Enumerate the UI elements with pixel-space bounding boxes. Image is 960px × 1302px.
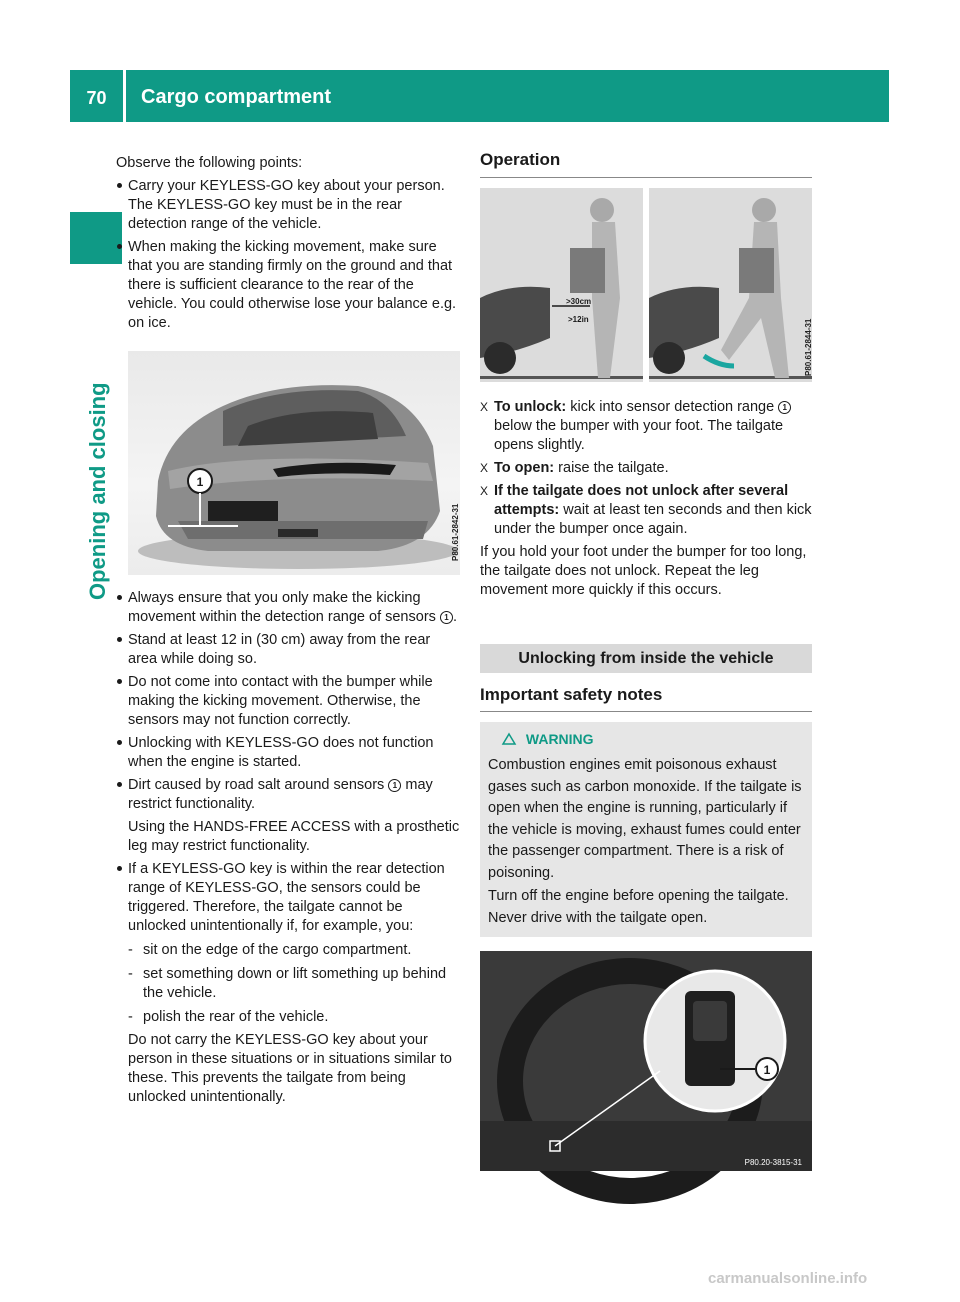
step-text-end: below the bumper with your foot. The tailgate opens slightly.	[494, 418, 784, 453]
step-label: If the tailgate does not unlock after several attempts:	[494, 483, 789, 518]
subsection-band: Unlocking from inside the vehicle	[480, 644, 812, 673]
section-title: Cargo compartment	[141, 86, 332, 108]
step-arrow-icon: X	[480, 400, 489, 414]
operation-heading: Operation	[480, 150, 812, 178]
figure-callout: 1	[196, 475, 204, 489]
bullet-text-end: may restrict functionality.	[128, 777, 433, 812]
chapter-title: Opening and closing	[85, 382, 110, 600]
step-label: To unlock:	[494, 399, 567, 415]
bullet-item: Carry your KEYLESS-GO key about your person. The KEYLESS-GO key must be in the rear detection range of the vehicle.	[116, 177, 460, 234]
kicking-illustration	[649, 188, 812, 382]
step-text: wait at least ten seconds and then kick under the bumper once again.	[494, 502, 812, 537]
page-number: 70	[86, 88, 107, 108]
dash-marker: -	[128, 1009, 133, 1025]
step-arrow-icon: X	[480, 484, 489, 498]
car-rear-illustration	[128, 351, 460, 575]
kicking-figure	[649, 188, 812, 382]
figure-callout: 1	[763, 1063, 771, 1077]
sub-item-text: set something down or lift something up behind the vehicle.	[143, 966, 447, 1001]
instruction-step	[480, 482, 812, 539]
sub-list-item	[116, 1008, 460, 1027]
step-text: raise the tailgate.	[558, 460, 669, 476]
distance-label: >30cm	[566, 297, 592, 306]
callout-marker: 1	[440, 611, 453, 624]
sub-item-text: polish the rear of the vehicle.	[143, 1009, 329, 1025]
bullet-item: Stand at least 12 in (30 cm) away from the rear area while doing so.	[116, 631, 460, 669]
sub-list-item	[116, 965, 460, 1003]
warning-text: Turn off the engine before opening the tailgate. Never drive with the tailgate open.	[488, 888, 789, 926]
bullet-text: Always ensure that you only make the kicking movement within the detection range of sensors	[128, 590, 436, 625]
warning-triangle-icon	[502, 733, 516, 745]
bullet-item	[116, 589, 460, 627]
left-column	[116, 154, 460, 1107]
dash-marker: -	[128, 942, 133, 958]
car-rear-figure	[128, 351, 460, 575]
operation-figures	[480, 188, 812, 382]
warning-header	[488, 730, 804, 749]
interior-switch-figure	[480, 951, 812, 1171]
figure-id: P80.20-3815-31	[744, 1158, 802, 1167]
sub-item-text: sit on the edge of the cargo compartment.	[143, 942, 412, 958]
dash-marker: -	[128, 966, 133, 982]
watermark: carmanualsonline.info	[708, 1270, 868, 1287]
instruction-step	[480, 398, 812, 455]
chapter-marker	[70, 212, 122, 264]
warning-box	[480, 722, 812, 937]
standing-figure	[480, 188, 643, 382]
step-arrow-icon: X	[480, 461, 489, 475]
callout-marker: 1	[388, 779, 401, 792]
distance-label: >12in	[568, 315, 589, 324]
closing-note: Do not carry the KEYLESS-GO key about your person in these situations or in situations similar to these. This prevents the tailgate from being unlocked unintentionally.	[128, 1032, 452, 1105]
step-label: To open:	[494, 460, 555, 476]
sub-list-item	[116, 941, 460, 960]
intro-text: Observe the following points:	[116, 155, 303, 171]
standing-illustration	[480, 188, 643, 382]
note-text: If you hold your foot under the bumper for too long, the tailgate does not unlock. Repeat the leg movement more quickly if this occurs.	[480, 544, 807, 598]
bullet-note: Using the HANDS-FREE ACCESS with a prosthetic leg may restrict functionality.	[128, 819, 460, 854]
instruction-step	[480, 459, 812, 478]
right-column	[480, 150, 812, 1171]
bullet-text: Dirt caused by road salt around sensors	[128, 777, 385, 793]
figure-id: P80.61-2842-31	[451, 503, 460, 561]
figure-id: P80.61-2844-31	[804, 318, 813, 376]
bullet-item: Unlocking with KEYLESS-GO does not function when the engine is started.	[116, 734, 460, 772]
interior-switch-illustration	[480, 951, 812, 1171]
step-text: kick into sensor detection range	[570, 399, 775, 415]
bullet-text-end: .	[452, 609, 457, 625]
bullet-item	[116, 776, 460, 814]
header-divider	[123, 70, 126, 122]
bullet-item: If a KEYLESS-GO key is within the rear detection range of KEYLESS-GO, the sensors could be triggered. Therefore, the tailgate cannot be unlocked unintentionally if, for example, you:	[116, 860, 460, 936]
warning-label: WARNING	[525, 731, 594, 747]
callout-marker: 1	[778, 401, 791, 414]
warning-text: Combustion engines emit poisonous exhaust gases such as carbon monoxide. If the tailgate is open when the engine is running, particularly if the vehicle is moving, exhaust fumes could enter the passenger compartment. There is a risk of poisoning.	[488, 757, 802, 881]
bullet-item: When making the kicking movement, make sure that you are standing firmly on the ground and that there is sufficient clearance to the rear of the vehicle. You could otherwise lose your balance e.g. on ice.	[116, 238, 460, 333]
bullet-item: Do not come into contact with the bumper while making the kicking movement. Otherwise, the sensors may not function correctly.	[116, 673, 460, 730]
safety-heading: Important safety notes	[480, 685, 812, 712]
